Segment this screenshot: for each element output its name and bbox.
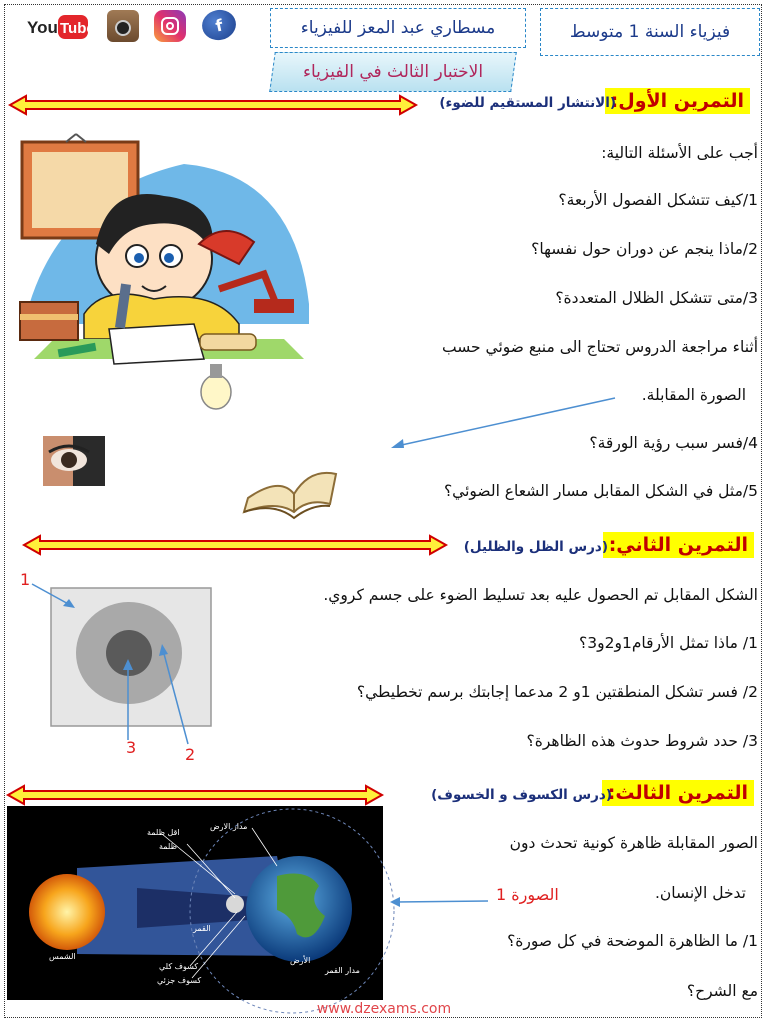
exercise2-label: التمرين الثاني: <box>603 532 754 558</box>
ex1-line-7: 4/فسر سبب رؤية الورقة؟ <box>589 434 758 452</box>
exercise3-label: التمرين الثالث: <box>602 780 754 806</box>
camera-icon[interactable] <box>107 10 139 42</box>
facebook-icon[interactable]: f <box>199 7 238 43</box>
ex3-line-4: مع الشرح؟ <box>686 982 758 1000</box>
exercise1-double-arrow <box>8 94 418 116</box>
arrow-to-book <box>385 392 620 454</box>
test-title-banner <box>269 52 517 92</box>
exercise1-topic: (الانتشار المستقيم للضوء) <box>439 95 616 111</box>
exercise2-topic: (درس الظل والظليل) <box>463 539 608 555</box>
ex1-line-1: أجب على الأسئلة التالية: <box>601 144 758 162</box>
svg-text:You: You <box>27 18 58 37</box>
author-box <box>270 8 526 48</box>
figure-number-3: 3 <box>126 738 137 757</box>
label-sun: الشمس <box>49 952 76 961</box>
ex1-line-6: الصورة المقابلة. <box>641 386 746 404</box>
eye-image <box>43 436 105 486</box>
shadow-figure <box>18 566 218 766</box>
svg-text:Tube: Tube <box>60 20 95 37</box>
label-dark: ظلمة <box>159 842 177 851</box>
label-total-eclipse: كسوف كلي <box>159 962 199 971</box>
ex2-line-1: الشكل المقابل تم الحصول عليه بعد تسليط الضوء على جسم كروي. <box>323 586 758 604</box>
subject-level: فيزياء السنة 1 متوسط <box>569 22 731 42</box>
figure-number-1: 1 <box>20 570 31 589</box>
image-caption: الصورة 1 <box>496 885 559 904</box>
ex2-line-3: 2/ فسر تشكل المنطقتين 1و 2 مدعما إجابتك برسم تخطيطي؟ <box>356 683 758 701</box>
subject-level-box <box>540 8 760 56</box>
footer-site[interactable]: www.dzexams.com <box>316 1001 452 1017</box>
label-earth-orbit: مدار الارض <box>210 822 248 831</box>
instagram-icon[interactable] <box>154 10 186 42</box>
label-moon: القمر <box>193 924 211 933</box>
figure-number-2: 2 <box>185 745 196 764</box>
ex2-line-2: 1/ ماذا تمثل الأرقام1و2و3؟ <box>578 634 758 652</box>
ex1-line-3: 2/ماذا ينجم عن دوران حول نفسها؟ <box>531 240 758 258</box>
ex3-line-1: الصور المقابلة ظاهرة كونية تحدث دون <box>509 834 758 852</box>
ex1-line-5: أثناء مراجعة الدروس تحتاج الى منبع ضوئي حسب <box>442 338 758 356</box>
youtube-icon[interactable] <box>25 12 95 42</box>
exercise3-topic: (درس الكسوف و الخسوف) <box>431 787 612 803</box>
exercise1-label: التمرين الأول: <box>605 88 750 114</box>
eclipse-diagram <box>7 806 383 1000</box>
book-image <box>240 446 340 520</box>
author-name: مسطاري عبد المعز للفيزياء <box>300 18 496 38</box>
label-less-dark: اقل ظلمة <box>147 828 180 837</box>
label-partial-eclipse: كسوف جزئي <box>157 976 202 985</box>
ex1-line-2: 1/كيف تتشكل الفصول الأربعة؟ <box>558 191 758 209</box>
exercise2-double-arrow <box>22 534 448 556</box>
test-title: الاختبار الثالث في الفيزياء <box>302 62 484 82</box>
ex1-line-8: 5/مثل في الشكل المقابل مسار الشعاع الضوئي؟ <box>443 482 758 500</box>
exercise3-double-arrow <box>6 784 384 806</box>
ex3-line-2: تدخل الإنسان. <box>654 884 746 902</box>
ex2-line-4: 3/ حدد شروط حدوث هذه الظاهرة؟ <box>526 732 758 750</box>
label-moon-orbit: مدار القمر <box>325 966 360 975</box>
label-earth: الأرض <box>290 956 311 965</box>
ex1-line-4: 3/متى تتشكل الظلال المتعددة؟ <box>555 289 758 307</box>
arrow-to-eclipse <box>386 893 490 909</box>
ex3-line-3: 1/ ما الظاهرة الموضحة في كل صورة؟ <box>507 932 758 950</box>
student-studying-illustration <box>14 124 314 414</box>
